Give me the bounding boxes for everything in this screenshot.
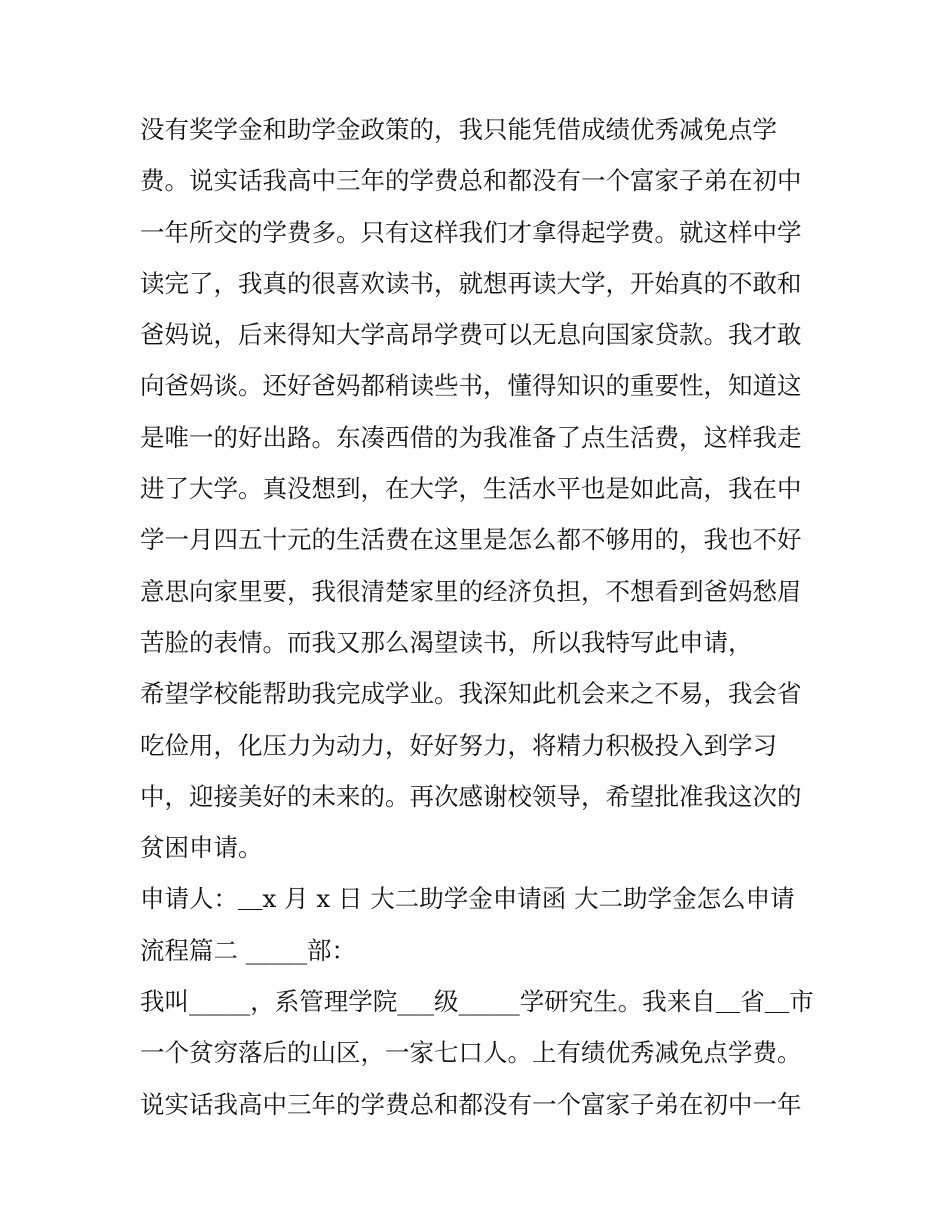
text-line-18: 我叫_____，系管理学院___级_____学研究生。我来自＿省＿市 <box>140 987 814 1017</box>
text-line-6: 向爸妈谈。还好爸妈都稍读些书，懂得知识的重要性，知道这 <box>140 371 802 401</box>
text-line-17: 流程篇二 _____部： <box>140 935 357 965</box>
text-line-19: 一个贫穷落后的山区，一家七口人。上有绩优秀减免点学费。 <box>140 1038 802 1068</box>
text-line-2: 费。说实话我高中三年的学费总和都没有一个富家子弟在初中 <box>140 166 802 196</box>
text-line-12: 希望学校能帮助我完成学业。我深知此机会来之不易，我会省 <box>140 679 802 709</box>
text-line-16: 申请人：＿x 月 x 日 大二助学金申请函 大二助学金怎么申请 <box>140 884 795 914</box>
text-line-10: 意思向家里要，我很清楚家里的经济负担，不想看到爸妈愁眉 <box>140 576 802 606</box>
text-line-4: 读完了，我真的很喜欢读书，就想再读大学，开始真的不敢和 <box>140 268 802 298</box>
text-line-1: 没有奖学金和助学金政策的，我只能凭借成绩优秀减免点学 <box>140 115 777 144</box>
document-body <box>140 104 830 1130</box>
text-line-7: 是唯一的好出路。东凑西借的为我准备了点生活费，这样我走 <box>140 422 802 452</box>
text-line-13: 吃俭用，化压力为动力，好好努力，将精力积极投入到学习 <box>140 730 777 760</box>
text-line-5: 爸妈说，后来得知大学高昂学费可以无息向国家贷款。我才敢 <box>140 320 802 350</box>
text-line-14: 中，迎接美好的未来的。再次感谢校领导，希望批准我这次的 <box>140 781 802 811</box>
text-line-20: 说实话我高中三年的学费总和都没有一个富家子弟在初中一年 <box>140 1089 802 1119</box>
text-line-3: 一年所交的学费多。只有这样我们才拿得起学费。就这样中学 <box>140 217 802 247</box>
text-line-8: 进了大学。真没想到，在大学，生活水平也是如此高，我在中 <box>140 474 802 504</box>
text-line-9: 学一月四五十元的生活费在这里是怎么都不够用的，我也不好 <box>140 525 802 555</box>
text-line-11: 苦脸的表情。而我又那么渴望读书，所以我特写此申请， <box>140 627 753 657</box>
text-line-15: 贫困申请。 <box>140 833 263 863</box>
